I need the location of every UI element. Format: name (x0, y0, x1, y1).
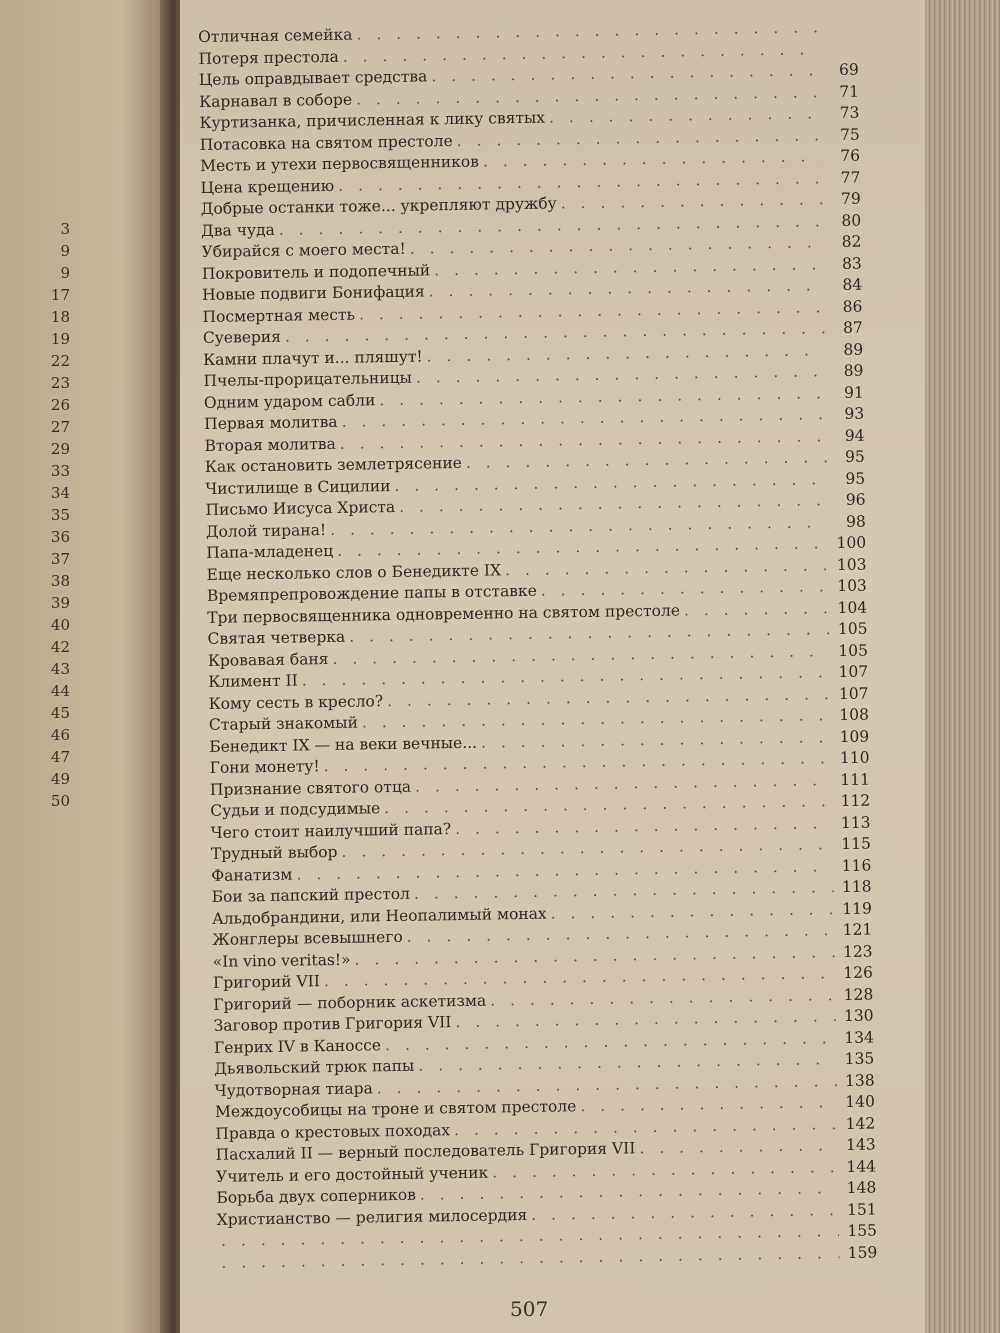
left-page-number: 27 (50, 418, 70, 436)
toc-entry-title: Судьи и подсудимые (210, 799, 381, 820)
toc-entry-title: Убирайся с моего места! (201, 239, 406, 261)
left-page-numbers (0, 218, 70, 812)
toc-entry-title: Григорий VII (212, 972, 321, 992)
toc-entry-page: 143 (845, 1135, 876, 1154)
left-page-number: 39 (50, 594, 70, 612)
toc-entry-title: Чудотворная тиара (214, 1078, 373, 1100)
toc-entry-page: 109 (839, 727, 870, 746)
toc-entry-page: 84 (842, 275, 863, 294)
toc-entry-title: Карнавал в соборе (199, 90, 353, 111)
left-page-number: 19 (50, 330, 70, 348)
toc-entry-page: 134 (844, 1028, 875, 1047)
left-page-number: 40 (50, 616, 70, 634)
toc-entry-title: Святая четверка (207, 627, 346, 648)
toc-entry-title: Чистилище в Сицилии (205, 476, 391, 498)
toc-entry-title: Междоусобицы на троне и святом престоле (214, 1097, 577, 1121)
toc-entry-title: Письмо Иисуса Христа (205, 497, 396, 519)
toc-entry-title: Бенедикт IX — на веки вечные... (209, 733, 478, 756)
toc-entry-title: Суеверия (202, 327, 282, 347)
left-page-number: 9 (60, 242, 70, 260)
page-edges (925, 0, 1000, 1333)
toc-entry-title: Как остановить землетрясение (204, 453, 463, 476)
toc-entry-title: Потеря престола (198, 47, 339, 68)
toc-entry-page: 119 (842, 899, 873, 918)
toc-entry-title: Вторая молитва (204, 434, 336, 455)
toc-entry-page: 113 (840, 813, 871, 832)
toc-entry-title: Цель оправдывает средства (198, 67, 428, 89)
left-page-number: 42 (50, 638, 70, 656)
toc-entry-page: 128 (843, 985, 874, 1004)
toc-entry-page: 96 (845, 490, 866, 509)
toc-entry-title: Месть и утехи первосвященников (200, 152, 480, 175)
toc-entry-title: Отличная семейка (198, 25, 353, 46)
toc-entry-page: 121 (842, 920, 873, 939)
toc-entry-title: Трудный выбор (210, 842, 338, 863)
toc-entry-page: 108 (839, 705, 870, 725)
toc-entry-title: Альдобрандини, или Неопалимый монах (211, 904, 547, 928)
left-page-number: 26 (50, 396, 70, 414)
toc-entry-page: 135 (844, 1049, 875, 1068)
toc-entry-title: Пчелы-прорицательницы (203, 368, 413, 390)
toc-entry-title: Потасовка на святом престоле (199, 131, 453, 154)
toc-entry-page: 105 (837, 619, 868, 639)
toc-entry-page: 118 (841, 877, 872, 896)
left-page-number: 46 (50, 726, 70, 744)
toc-entry-title: Папа-младенец (206, 541, 334, 562)
toc-entry-page: 126 (843, 963, 874, 982)
toc-entry-title: Посмертная месть (202, 305, 356, 326)
left-page-number: 47 (50, 748, 70, 766)
left-page-number: 35 (50, 506, 70, 524)
left-page (0, 0, 172, 1333)
toc-entry-title: Дьявольский трюк папы (214, 1056, 415, 1078)
page-number: 507 (510, 1297, 549, 1321)
left-page-number: 44 (50, 682, 70, 700)
toc-entry-page: 98 (845, 512, 866, 531)
toc-entry-page: 79 (840, 189, 861, 208)
toc-entry-page: 83 (841, 254, 862, 273)
left-page-number: 29 (50, 440, 70, 458)
toc-leader-dots (505, 556, 829, 579)
toc-entry-title: Два чуда (201, 220, 275, 240)
left-page-number: 17 (50, 286, 70, 304)
toc-entry-page: 155 (847, 1221, 878, 1240)
toc-leader-dots (561, 190, 823, 212)
toc-leader-dots (580, 1093, 837, 1115)
toc-entry-page: 107 (838, 662, 869, 682)
left-page-number: 45 (50, 704, 70, 722)
toc-entry-title: Гони монету! (209, 757, 320, 777)
toc-leader-dots (550, 900, 834, 922)
toc-entry-page: 89 (843, 361, 864, 380)
left-page-number: 33 (50, 462, 70, 480)
toc-entry-title: Жонглеры всевышнего (212, 927, 403, 949)
toc-entry-title: Климент II (208, 671, 298, 691)
toc-entry-title: Признание святого отца (209, 777, 412, 799)
toc-leader-dots (531, 1201, 839, 1224)
left-page-number: 3 (60, 220, 70, 238)
toc-entry-page: 104 (837, 598, 868, 617)
toc-leader-dots (549, 104, 822, 126)
toc-entry-page: 103 (837, 576, 867, 596)
toc-entry-page: 95 (845, 469, 866, 488)
toc-entry-title: Учитель и его достойный ученик (215, 1163, 489, 1186)
left-page-number: 43 (50, 660, 70, 678)
toc-entry-title: Первая молитва (204, 412, 338, 433)
toc-entry-page: 142 (845, 1113, 876, 1133)
toc-entry-page: 123 (842, 942, 873, 961)
toc-entry-title: Борьба двух соперников (216, 1185, 416, 1207)
toc-entry-page: 138 (844, 1071, 875, 1090)
toc-entry-page: 93 (844, 404, 865, 423)
toc-entry-title: Камни плачут и... пляшут! (203, 347, 423, 369)
toc-entry-title: Добрые останки тоже... укрепляют дружбу (200, 194, 557, 218)
toc-entry-page: 73 (839, 103, 860, 122)
toc-leader-dots (541, 577, 829, 600)
toc-entry-title: Григорий — поборник аскетизма (213, 991, 487, 1014)
toc-entry-page: 75 (839, 125, 860, 144)
toc-entry-page: 140 (845, 1092, 876, 1111)
toc-entry-title: Кровавая баня (207, 649, 329, 670)
toc-entry-title: Генрих IV в Каноссе (213, 1035, 382, 1057)
toc-entry-title: Правда о крестовых походах (215, 1120, 451, 1143)
toc-entry-page: 100 (836, 533, 867, 553)
toc-entry-title: Покровитель и подопечный (201, 260, 431, 283)
toc-entry-title: Заговор против Григория VII (213, 1013, 452, 1035)
left-page-number: 23 (50, 374, 70, 392)
left-page-number: 18 (50, 308, 70, 326)
toc-entry-page: 76 (840, 146, 861, 165)
toc-entry-title: Одним ударом сабли (203, 390, 376, 412)
toc-leader-dots (639, 1136, 838, 1157)
left-page-number: 49 (50, 770, 70, 788)
toc-entry-title: Три первосвященника одновременно на святом престоле (207, 601, 681, 627)
toc-entry-title: Цена крещению (200, 176, 335, 197)
toc-entry-title: «In vino veritas!» (212, 950, 351, 971)
toc-leader-dots (684, 599, 830, 619)
toc-entry-page: 91 (843, 383, 864, 402)
toc-entry-title: Кому сесть в кресло? (208, 691, 384, 713)
toc-entry-title: Фанатизм (211, 865, 293, 885)
toc-entry-page: 130 (843, 1006, 874, 1025)
toc-entry-page: 110 (839, 748, 870, 768)
toc-entry-page: 148 (846, 1178, 877, 1197)
toc-entry-page: 115 (841, 834, 872, 853)
toc-entry-page: 144 (846, 1156, 877, 1176)
toc-entry-title: Пасхалий II — верный последователь Григория VII (215, 1139, 636, 1164)
toc-entry-page: 86 (842, 297, 863, 316)
toc-entry-page: 80 (841, 211, 862, 230)
toc-entry-title: Новые подвиги Бонифация (202, 282, 425, 304)
toc-entry-page: 107 (838, 684, 869, 703)
left-page-number: 9 (60, 264, 70, 282)
toc-entry-page: 94 (844, 426, 865, 445)
toc-entry-page: 95 (844, 447, 865, 466)
toc-entry-page (824, 53, 858, 54)
toc-entry-page: 87 (842, 318, 863, 337)
toc-entry-title: Еще несколько слов о Бенедикте IX (206, 560, 502, 584)
toc-entry-title: Христианство — религия милосердия (216, 1205, 528, 1229)
toc-entry-title: Куртизанка, причисленная к лику святых (199, 108, 546, 132)
toc-entry-page: 116 (841, 856, 872, 875)
toc-entry-page: 77 (840, 168, 861, 187)
toc-entry-page: 151 (846, 1199, 877, 1219)
toc-entry-page: 71 (839, 82, 860, 101)
left-page-number: 50 (50, 792, 70, 810)
toc-entry-page: 159 (847, 1242, 878, 1262)
toc-entry-page: 112 (840, 791, 871, 811)
left-page-number: 36 (50, 528, 70, 546)
toc-entry-page (824, 32, 858, 33)
toc-entry-page: 111 (840, 770, 871, 789)
toc-entry-title: Времяпрепровождение папы в отставке (206, 581, 537, 605)
toc-entry-title: Бои за папский престол (211, 884, 411, 906)
left-page-number: 37 (50, 550, 70, 568)
toc-entry-page: 105 (838, 641, 868, 660)
toc-entry-title: Долой тирана! (205, 520, 327, 541)
toc-entry-page: 89 (843, 340, 864, 359)
table-of-contents (198, 18, 878, 1275)
toc-entry-page: 103 (836, 555, 867, 574)
left-page-number: 22 (50, 352, 70, 370)
toc-entry-title: Старый знакомый (208, 713, 359, 734)
toc-entry-title: Чего стоит наилучший папа? (210, 819, 452, 842)
toc-entry-page: 69 (838, 60, 859, 79)
toc-entry-page: 82 (841, 232, 862, 251)
left-page-number: 34 (50, 484, 70, 502)
left-page-number: 38 (50, 572, 70, 590)
